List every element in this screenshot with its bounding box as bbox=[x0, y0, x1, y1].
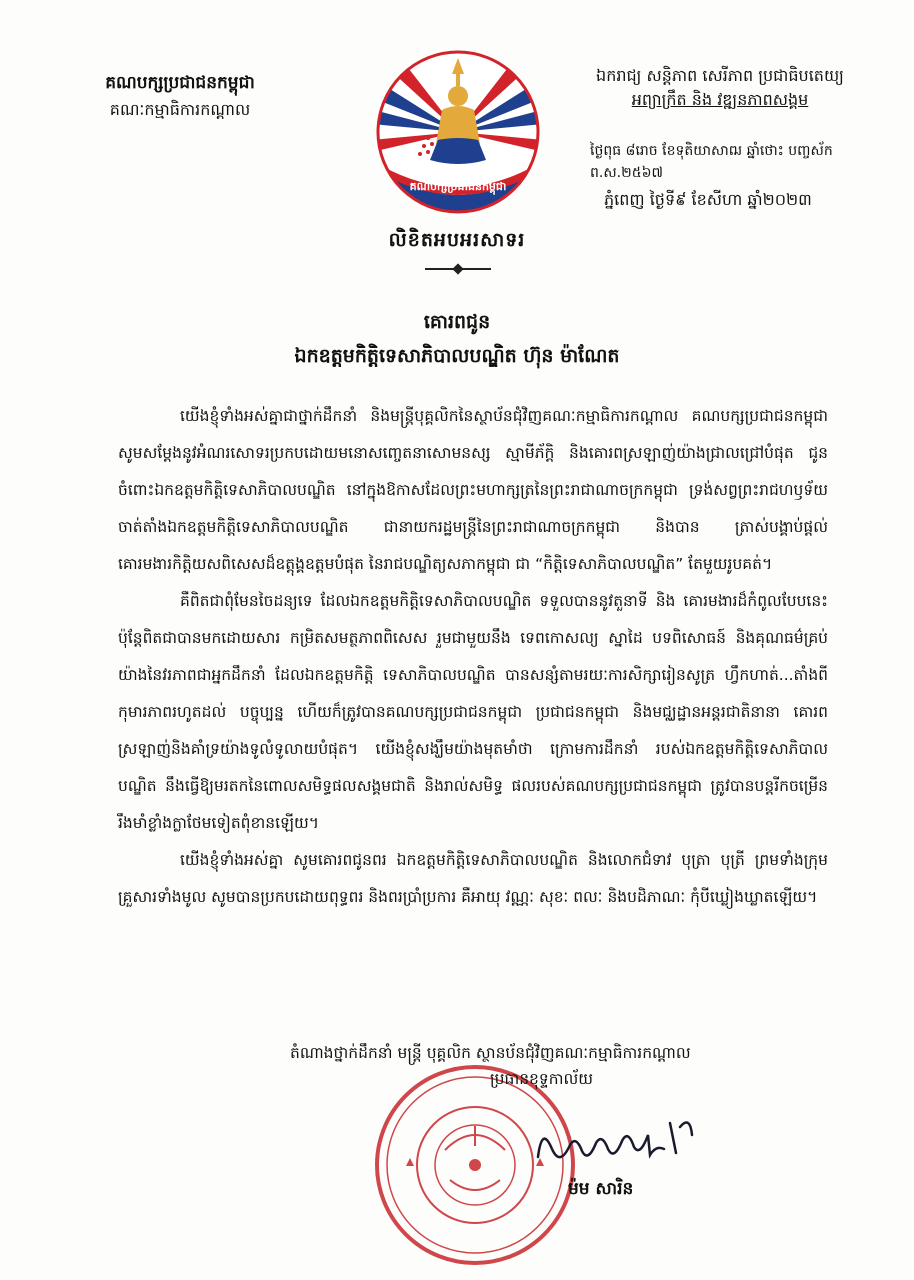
letter-body bbox=[118, 398, 828, 916]
logo-ribbon-text: គណបក្សប្រជាជនកម្ពុជា bbox=[409, 180, 507, 193]
signature-block bbox=[290, 1040, 850, 1092]
handwritten-signature-icon bbox=[530, 1105, 700, 1175]
signature-on-behalf: តំណាងថ្នាក់ដឹកនាំ មន្ត្រី បុគ្គលិក ស្ថានប័នជុំវិញគណៈកម្មាធិការកណ្ដាល bbox=[290, 1044, 691, 1062]
national-motto-line-1: ឯករាជ្យ សន្តិភាព សេរីភាព ប្រជាធិបតេយ្យ bbox=[596, 66, 844, 85]
national-motto-line-2: អព្យាក្រឹត និង វឌ្ឍនភាពសង្គម bbox=[631, 90, 809, 109]
recipient-name: ឯកឧត្តមកិត្តិទេសាភិបាលបណ្ឌិត ហ៊ុន ម៉ាណែត bbox=[294, 345, 620, 367]
signature-position: ប្រធានខុទ្ទកាល័យ bbox=[490, 1070, 594, 1088]
lunar-date: ថ្ងៃពុធ ៨រោច ខែទុតិយាសាឍ ឆ្នាំថោះ បញ្ចស័ក ព.ស.២៥៦៧ bbox=[590, 143, 833, 181]
body-paragraph-2: គឺពិតជាពុំមែនចៃដន្យទេ ដែលឯកឧត្តមកិត្តិទេសាភិបាលបណ្ឌិត ទទួលបាននូវតួនាទី និង គោរមងារដ៏កំពូលបែបនេះ ប៉ុន្តែពិតជាបានមកដោយសារ កម្រិតសមត្ថភាពពិសេស រួមជាមួយនឹង ទេពកោសល្យ ស្នាដៃ បទពិសោធន៍ និងគុណធម៌គ្រប់យ៉ាងនៃវរភាពជាអ្នកដឹកនាំ ដែលឯកឧត្តមកិត្តិ ទេសាភិបាលបណ្ឌិត បានសន្សំតាមរយៈការសិក្សារៀនសូត្រ ហ្វឹកហាត់...តាំងពីកុមារភាពរហូតដល់ បច្ចុប្បន្ន ហើយក៏ត្រូវបានគណបក្សប្រជាជនកម្ពុជា ប្រជាជនកម្ពុជា និងមជ្ឈដ្ឋានអន្តរជាតិនានា គោរពស្រឡាញ់និងគាំទ្រយ៉ាងទូលំទូលាយបំផុត។ យើងខ្ញុំសង្ឃឹមយ៉ាងមុតមាំថា ក្រោមការដឹកនាំ របស់ឯកឧត្តមកិត្តិទេសាភិបាលបណ្ឌិត នឹងធ្វើឱ្យមរតកនៃពោលសមិទ្ធផលសង្គមជាតិ និងរាល់សមិទ្ធ ផលរបស់គណបក្សប្រជាជនកម្ពុជា ត្រូវបានបន្តរីកចម្រើនរឹងមាំខ្លាំងក្លាថែមទៀតពុំខានឡើយ។ bbox=[118, 592, 828, 832]
header-left bbox=[60, 72, 300, 122]
signer-name: ម៉ម សារិន bbox=[568, 1179, 634, 1199]
recipient-label: គោរពជូន bbox=[423, 311, 491, 333]
document-title: លិខិតអបអរសាទរ bbox=[388, 229, 526, 251]
party-logo-icon bbox=[368, 40, 548, 220]
committee-name: គណៈកម្មាធិការកណ្ដាល bbox=[109, 100, 251, 119]
title-divider bbox=[425, 268, 491, 270]
header-right bbox=[560, 64, 880, 212]
party-name: គណបក្សប្រជាជនកម្ពុជា bbox=[105, 73, 255, 93]
body-paragraph-3: យើងខ្ញុំទាំងអស់គ្នា សូមគោរពជូនពរ ឯកឧត្តមកិត្តិទេសាភិបាលបណ្ឌិត និងលោកជំទាវ បុត្រា បុត្រី ព្រមទាំងក្រុមគ្រួសារទាំងមូល សូមបានប្រកបដោយពុទ្ធពរ និងពរប្រាំប្រការ គឺអាយុ វណ្ណៈ សុខៈ ពលៈ និងបដិភាណៈ កុំបីឃ្លៀងឃ្លាតឡើយ។ bbox=[118, 851, 828, 906]
solar-date: ភ្នំពេញ ថ្ងៃទី៩ ខែសីហា ឆ្នាំ២០២៣ bbox=[604, 190, 812, 209]
body-paragraph-1: យើងខ្ញុំទាំងអស់គ្នាជាថ្នាក់ដឹកនាំ និងមន្ត្រីបុគ្គលិកនៃស្ថាប័នជុំវិញគណៈកម្មាធិការកណ្ដាល គណបក្សប្រជាជនកម្ពុជា សូមសម្ដែងនូវអំណរសោទរប្រកបដោយមនោសញ្ចេតនាសោមនស្ស ស្មាមីភ័ក្តិ និងគោរពស្រឡាញ់យ៉ាងជ្រាលជ្រៅបំផុត ជូនចំពោះឯកឧត្តមកិត្តិទេសាភិបាលបណ្ឌិត នៅក្នុងឱកាសដែលព្រះមហាក្សត្រនៃព្រះរាជាណាចក្រកម្ពុជា ទ្រង់សព្វព្រះរាជហឫទ័យ ចាត់តាំងឯកឧត្តមកិត្តិទេសាភិបាលបណ្ឌិត ជានាយករដ្ឋមន្ត្រីនៃព្រះរាជាណាចក្រកម្ពុជា និងបាន ត្រាស់បង្គាប់ផ្ដល់គោរមងារកិត្តិយសពិសេសដ៏ឧត្តុង្គឧត្តមបំផុត នៃរាជបណ្ឌិត្យសភាកម្ពុជា ជា “កិត្តិទេសាភិបាលបណ្ឌិត” តែមួយរូបគត់។ bbox=[118, 407, 828, 573]
